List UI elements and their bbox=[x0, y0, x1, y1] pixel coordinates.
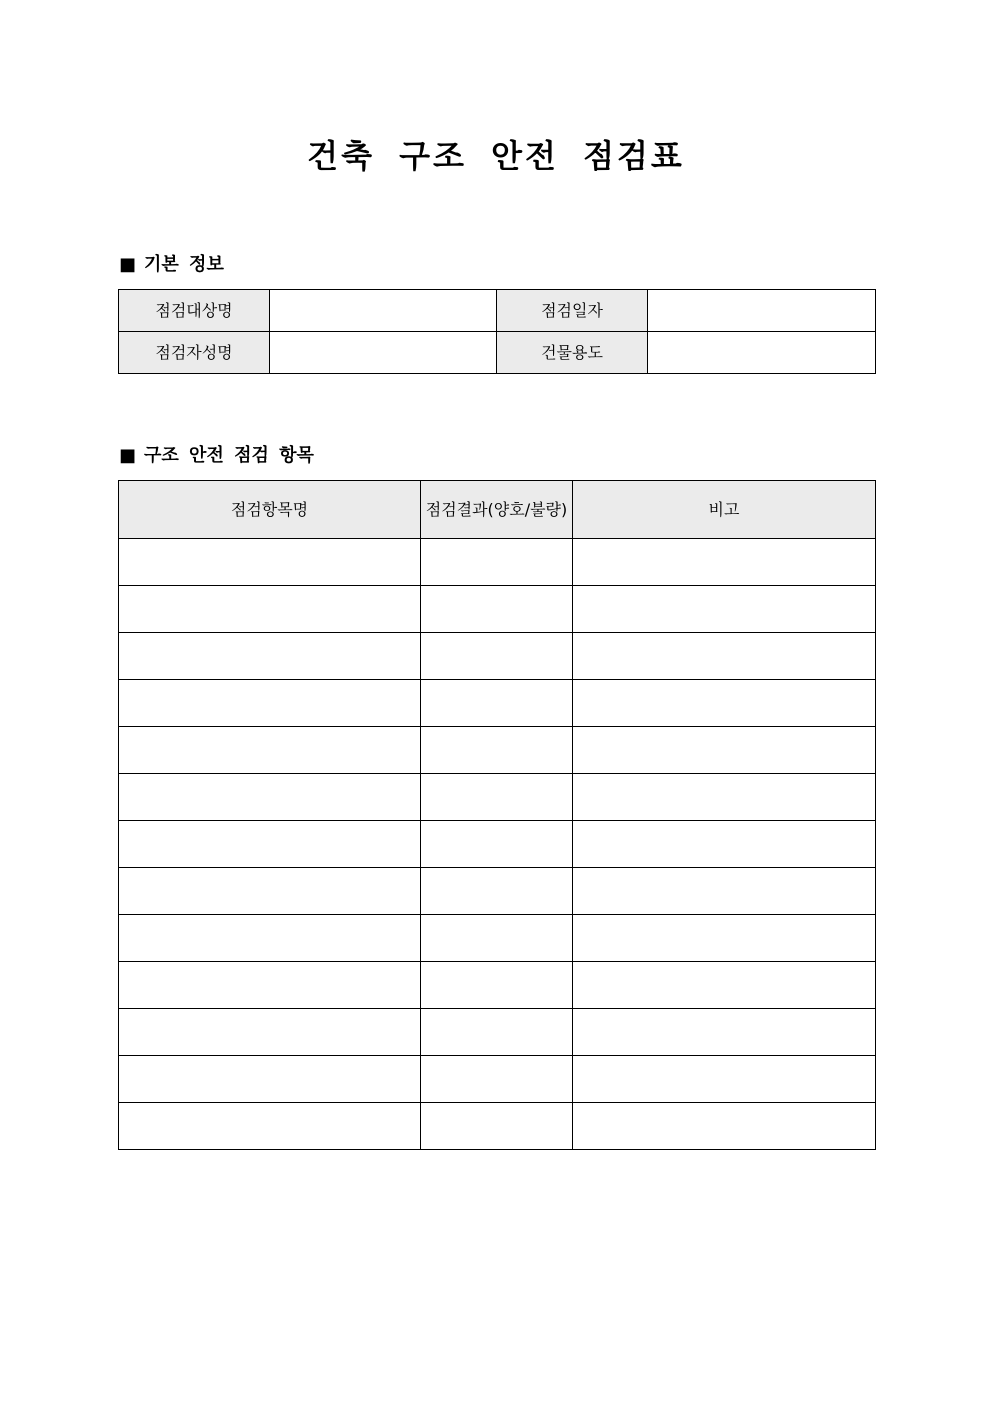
item-name-cell[interactable] bbox=[119, 680, 421, 727]
table-row bbox=[119, 915, 876, 962]
table-row bbox=[119, 1009, 876, 1056]
note-cell[interactable] bbox=[573, 1009, 876, 1056]
result-cell[interactable] bbox=[421, 680, 573, 727]
inspection-target-label: 점검대상명 bbox=[119, 290, 270, 332]
result-cell[interactable] bbox=[421, 962, 573, 1009]
table-row bbox=[119, 586, 876, 633]
item-name-cell[interactable] bbox=[119, 539, 421, 586]
inspector-name-label: 점검자성명 bbox=[119, 332, 270, 374]
table-row bbox=[119, 539, 876, 586]
item-name-cell[interactable] bbox=[119, 774, 421, 821]
table-row bbox=[119, 727, 876, 774]
table-row bbox=[119, 1103, 876, 1150]
note-cell[interactable] bbox=[573, 1103, 876, 1150]
note-cell[interactable] bbox=[573, 680, 876, 727]
item-name-cell[interactable] bbox=[119, 1056, 421, 1103]
basic-info-heading-text: 기본 정보 bbox=[144, 254, 224, 275]
building-use-field[interactable] bbox=[648, 332, 876, 374]
item-name-cell[interactable] bbox=[119, 915, 421, 962]
item-name-cell[interactable] bbox=[119, 586, 421, 633]
item-name-cell[interactable] bbox=[119, 962, 421, 1009]
checklist-heading bbox=[119, 443, 314, 469]
result-cell[interactable] bbox=[421, 586, 573, 633]
basic-info-table bbox=[118, 289, 876, 374]
result-cell[interactable] bbox=[421, 1103, 573, 1150]
column-header-note: 비고 bbox=[573, 481, 876, 539]
table-row bbox=[119, 633, 876, 680]
note-cell[interactable] bbox=[573, 868, 876, 915]
item-name-cell[interactable] bbox=[119, 1009, 421, 1056]
result-cell[interactable] bbox=[421, 1056, 573, 1103]
inspection-target-field[interactable] bbox=[270, 290, 497, 332]
note-cell[interactable] bbox=[573, 633, 876, 680]
column-header-item: 점검항목명 bbox=[119, 481, 421, 539]
result-cell[interactable] bbox=[421, 633, 573, 680]
checklist-body bbox=[119, 539, 876, 1150]
table-row bbox=[119, 821, 876, 868]
table-row bbox=[119, 290, 876, 332]
note-cell[interactable] bbox=[573, 539, 876, 586]
item-name-cell[interactable] bbox=[119, 821, 421, 868]
inspection-date-label: 점검일자 bbox=[497, 290, 648, 332]
note-cell[interactable] bbox=[573, 821, 876, 868]
inspection-date-field[interactable] bbox=[648, 290, 876, 332]
result-cell[interactable] bbox=[421, 1009, 573, 1056]
table-row bbox=[119, 962, 876, 1009]
result-cell[interactable] bbox=[421, 727, 573, 774]
inspector-name-field[interactable] bbox=[270, 332, 497, 374]
note-cell[interactable] bbox=[573, 774, 876, 821]
result-cell[interactable] bbox=[421, 915, 573, 962]
item-name-cell[interactable] bbox=[119, 727, 421, 774]
checklist-table bbox=[118, 480, 876, 1150]
note-cell[interactable] bbox=[573, 962, 876, 1009]
table-row bbox=[119, 774, 876, 821]
page-title: 건축 구조 안전 점검표 bbox=[307, 137, 685, 175]
table-header-row bbox=[119, 481, 876, 539]
note-cell[interactable] bbox=[573, 915, 876, 962]
building-use-label: 건물용도 bbox=[497, 332, 648, 374]
basic-info-heading bbox=[119, 252, 224, 278]
checklist-heading-text: 구조 안전 점검 항목 bbox=[144, 445, 314, 466]
square-bullet-icon: ■ bbox=[119, 445, 137, 466]
note-cell[interactable] bbox=[573, 1056, 876, 1103]
table-row bbox=[119, 1056, 876, 1103]
item-name-cell[interactable] bbox=[119, 633, 421, 680]
result-cell[interactable] bbox=[421, 774, 573, 821]
item-name-cell[interactable] bbox=[119, 1103, 421, 1150]
note-cell[interactable] bbox=[573, 727, 876, 774]
item-name-cell[interactable] bbox=[119, 868, 421, 915]
table-row bbox=[119, 680, 876, 727]
column-header-result: 점검결과(양호/불량) bbox=[421, 481, 573, 539]
result-cell[interactable] bbox=[421, 539, 573, 586]
result-cell[interactable] bbox=[421, 868, 573, 915]
result-cell[interactable] bbox=[421, 821, 573, 868]
note-cell[interactable] bbox=[573, 586, 876, 633]
table-row bbox=[119, 868, 876, 915]
table-row bbox=[119, 332, 876, 374]
square-bullet-icon: ■ bbox=[119, 254, 137, 275]
